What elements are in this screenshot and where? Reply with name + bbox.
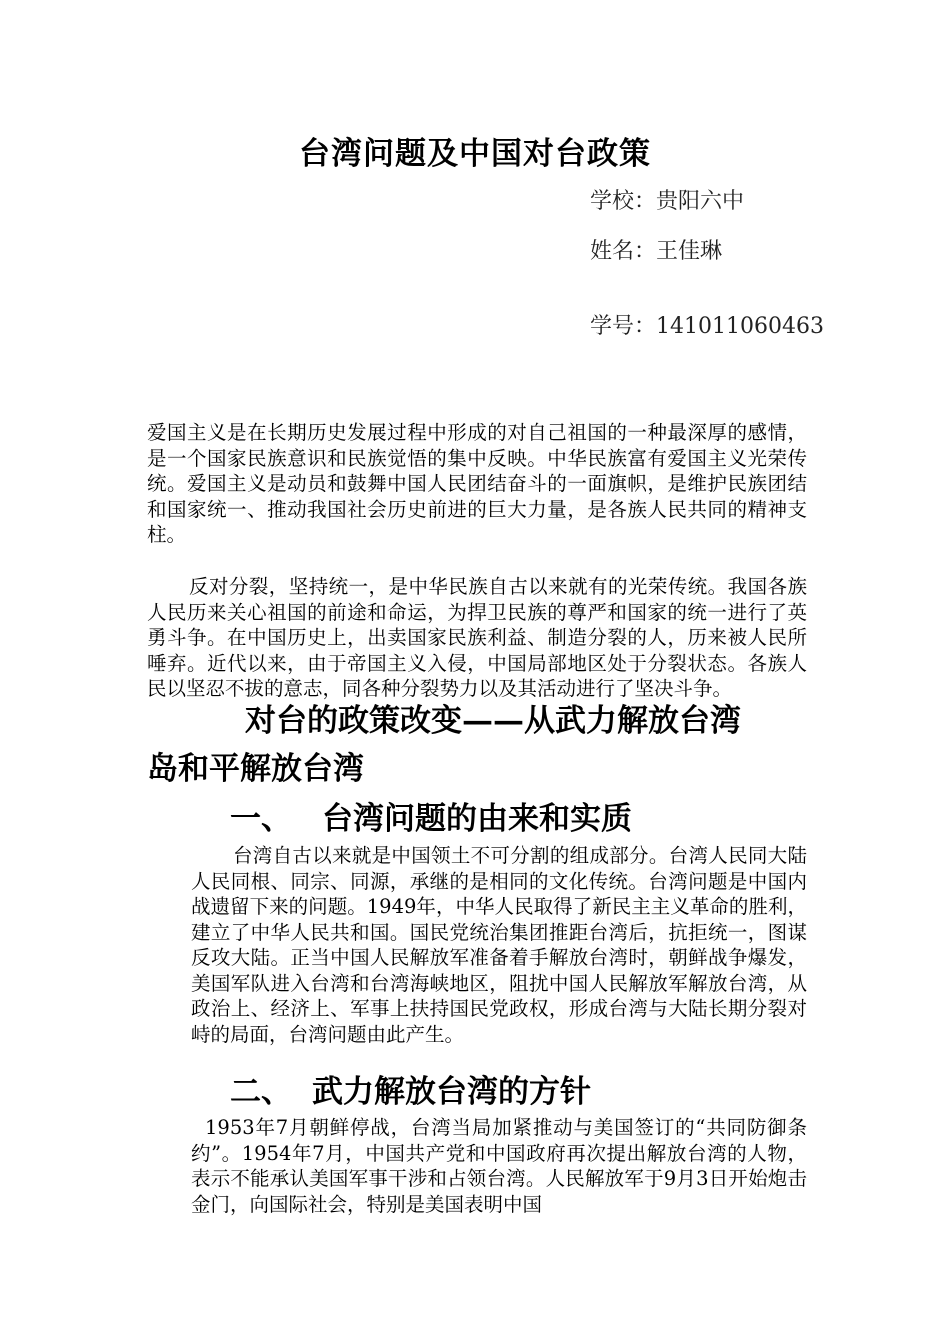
section-1-heading xyxy=(230,797,632,841)
section-2-number: 二、 xyxy=(230,1074,292,1110)
author-name-line: 姓名：王佳琳 xyxy=(590,239,723,264)
student-id-line: 学号：141011060463 xyxy=(590,314,824,339)
section-1-title: 台湾问题的由来和实质 xyxy=(322,801,632,837)
intro-paragraph-2: 反对分裂，坚持统一，是中华民族自古以来就有的光荣传统。我国各族人民历来关心祖国的前途和命运，为捍卫民族的尊严和国家的统一进行了英勇斗争。在中国历史上，出卖国家民族利益、制造分裂的人，历来被人民所唾弃。近代以来，由于帝国主义入侵，中国局部地区处于分裂状态。各族人民以坚忍不拔的意志，同各种分裂势力以及其活动进行了坚决斗争。 xyxy=(147,575,807,700)
school-line: 学校：贵阳六中 xyxy=(590,189,745,214)
policy-heading-line-1: 对台的政策改变——从武力解放台湾 xyxy=(245,703,741,739)
section-2-heading xyxy=(230,1070,591,1114)
section-2-title: 武力解放台湾的方针 xyxy=(312,1074,591,1110)
section-1-body: 台湾自古以来就是中国领土不可分割的组成部分。台湾人民同大陆人民同根、同宗、同源，承继的是相同的文化传统。台湾问题是中国内战遗留下来的问题。1949年，中华人民取得了新民主主义革命的胜利，建立了中华人民共和国。国民党统治集团推距台湾后，抗拒统一，图谋反攻大陆。正当中国人民解放军准备着手解放台湾时，朝鲜战争爆发，美国军队进入台湾和台湾海峡地区，阻扰中国人民解放军解放台湾，从政治上、经济上、军事上扶持国民党政权，形成台湾与大陆长期分裂对峙的局面，台湾问题由此产生。 xyxy=(191,844,807,1046)
section-2-body: 1953年7月朝鲜停战，台湾当局加紧推动与美国签订的“共同防御条约”。1954年7月，中国共产党和中国政府再次提出解放台湾的人物，表示不能承认美国军事干涉和占领台湾。人民解放军于9月3日开始炮击金门，向国际社会，特别是美国表明中国 xyxy=(191,1116,807,1216)
section-1-number: 一、 xyxy=(230,801,292,837)
policy-heading-line-2: 岛和平解放台湾 xyxy=(147,751,364,787)
document-title: 台湾问题及中国对台政策 xyxy=(299,136,651,172)
intro-paragraph-1: 爱国主义是在长期历史发展过程中形成的对自己祖国的一种最深厚的感情，是一个国家民族意识和民族觉悟的集中反映。中华民族富有爱国主义光荣传统。爱国主义是动员和鼓舞中国人民团结奋斗的一面旗帜，是维护民族团结和国家统一、推动我国社会历史前进的巨大力量，是各族人民共同的精神支柱。 xyxy=(147,421,807,546)
